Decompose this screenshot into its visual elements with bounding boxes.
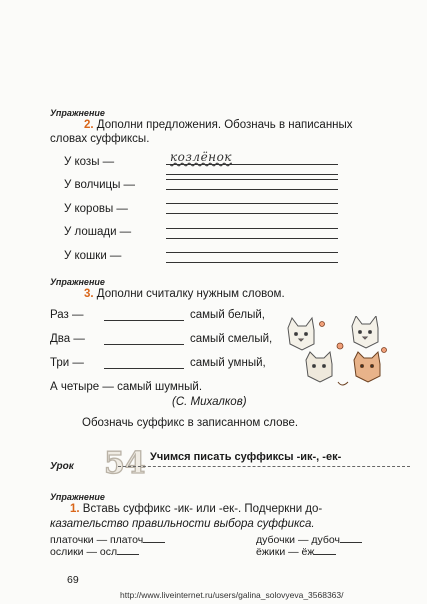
answer-line[interactable] xyxy=(166,252,338,253)
word-pair xyxy=(256,546,336,558)
answer-line[interactable] xyxy=(166,262,338,263)
word-text: платочки — платоч xyxy=(50,534,144,546)
answer-line[interactable] xyxy=(166,213,338,214)
lesson-title: Учимся писать суффиксы -ик-, -ек- xyxy=(150,451,342,463)
suffix-blank[interactable] xyxy=(314,554,336,555)
instruction-text-line2: словах суффиксы. xyxy=(50,133,150,145)
answer-line[interactable] xyxy=(166,164,338,165)
lesson-title-underline xyxy=(118,466,410,467)
prompt-text: У коровы — xyxy=(64,203,128,215)
answer-line[interactable] xyxy=(166,189,338,190)
word-pair xyxy=(50,546,139,558)
author-credit: (С. Михалков) xyxy=(172,396,247,408)
instruction-text: Дополни предложения. Обозначь в написанных xyxy=(96,119,353,131)
answer-line[interactable] xyxy=(166,179,338,180)
rhyme-line-end: самый белый, xyxy=(190,309,266,321)
prompt-text: У козы — xyxy=(64,156,115,168)
exercise-label: Упражнение xyxy=(50,108,105,118)
suffix-blank[interactable] xyxy=(117,554,139,555)
word-text: ослики — осл xyxy=(50,546,118,558)
instruction-text: Вставь суффикс -ик- или -ек-. Подчеркни до- xyxy=(82,503,323,515)
exercise-label: Упражнение xyxy=(50,492,105,502)
answer-line[interactable] xyxy=(166,174,338,175)
word-pair xyxy=(50,534,165,546)
prompt-text: У лошади — xyxy=(64,226,132,238)
answer-line[interactable] xyxy=(166,203,338,204)
answer-line[interactable] xyxy=(166,238,338,239)
exercise-2-instruction xyxy=(84,119,353,131)
rhyme-line: Два — xyxy=(50,333,85,345)
source-url[interactable]: http://www.liveinternet.ru/users/galina_solovyeva_3568363/ xyxy=(120,590,344,600)
exercise-number: 2. xyxy=(84,119,94,131)
rhyme-line: Три — xyxy=(50,357,84,369)
rhyme-line: А четыре — самый шумный. xyxy=(50,381,203,393)
answer-line[interactable] xyxy=(104,320,184,321)
answer-line[interactable] xyxy=(166,228,338,229)
word-text: дубочки — дубоч xyxy=(256,534,340,546)
word-pair xyxy=(256,534,362,546)
exercise-number: 3. xyxy=(84,288,94,300)
lesson-label: Урок xyxy=(50,461,74,472)
exercise-label: Упражнение xyxy=(50,277,105,287)
page-number: 69 xyxy=(67,574,79,586)
exercise-1-instruction xyxy=(70,503,322,515)
suffix-blank[interactable] xyxy=(143,542,165,543)
instruction-text: Дополни считалку нужным словом. xyxy=(96,288,285,300)
rhyme-line-end: самый смелый, xyxy=(190,333,273,345)
exercise-3-instruction xyxy=(84,288,285,300)
suffix-blank[interactable] xyxy=(340,542,362,543)
answer-line[interactable] xyxy=(104,368,184,369)
answer-line[interactable] xyxy=(104,344,184,345)
cats-illustration xyxy=(282,316,392,392)
instruction-text-line2: казательство правильности выбора суффикса. xyxy=(50,518,315,530)
word-text: ёжики — ёж xyxy=(256,546,315,558)
rhyme-line: Раз — xyxy=(50,309,84,321)
rhyme-line-end: самый умный, xyxy=(190,357,266,369)
task-text: Обозначь суффикс в записанном слове. xyxy=(82,417,299,429)
prompt-text: У кошки — xyxy=(64,250,122,262)
exercise-number: 1. xyxy=(70,503,80,515)
lesson-number: 54 xyxy=(104,446,146,481)
prompt-text: У волчицы — xyxy=(64,179,136,191)
handwritten-answer: козлёнок xyxy=(170,150,232,164)
